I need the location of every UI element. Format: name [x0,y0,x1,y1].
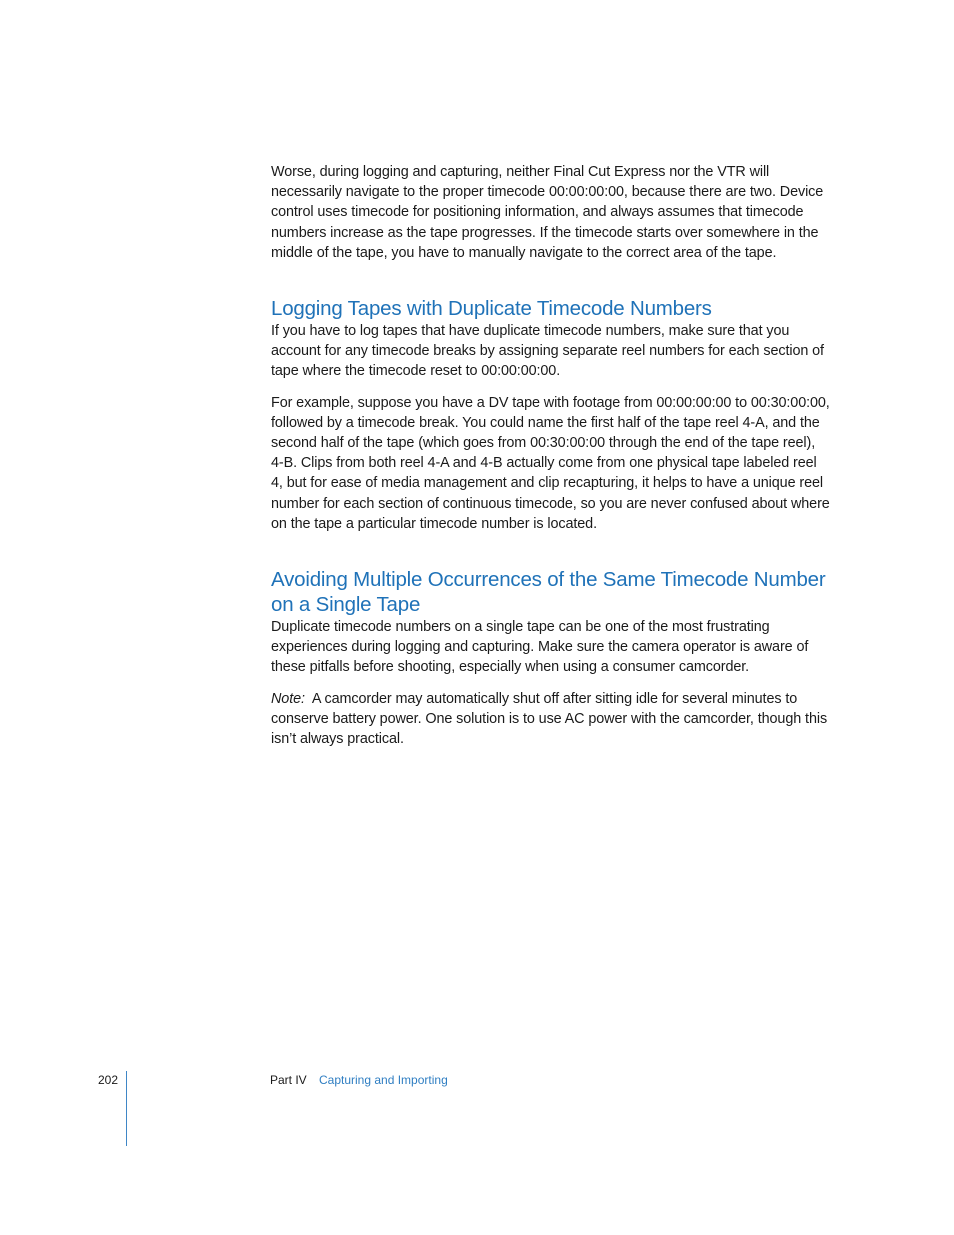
avoiding-paragraph-1: Duplicate timecode numbers on a single tape can be one of the most frustrating experiences during logging and capturing. Make sure the camera operator is aware of these pitfalls before shooting, especially when using a consumer camcorder. [271,619,809,676]
page-content [271,162,831,749]
footer-part-label: Part IV [270,1073,307,1087]
page-number: 202 [98,1073,119,1087]
note-text: A camcorder may automatically shut off after sitting idle for several minutes to conserve battery power. One solution is to use AC power with the camcorder, though this isn’t always practical. [271,690,828,748]
note-label: Note: [271,690,305,707]
section-heading-logging-tapes: Logging Tapes with Duplicate Timecode Numbers [271,297,712,321]
logging-paragraph-2: For example, suppose you have a DV tape with footage from 00:00:00:00 to 00:30:00:00, followed by a timecode break. You could name the first half of the tape reel 4-A, and the second half of the tape (which goes from 00:30:00:00 through the end of the tape reel), 4-B. Clips from both reel 4-A and 4-B actually come from one physical tape labeled reel 4, but for ease of media management and clip recapturing, it helps to have a unique reel number for each section of continuous timecode, so you are never confused about where on the tape a particular timecode number is located. [271,394,830,532]
footer-divider [126,1071,127,1146]
section-heading-avoiding-duplicates: Avoiding Multiple Occurrences of the Same Timecode Number on a Single Tape [271,568,826,617]
intro-paragraph: Worse, during logging and capturing, neither Final Cut Express nor the VTR will necessarily navigate to the proper timecode 00:00:00:00, because there are two. Device control uses timecode for positioning information, and always assumes that timecode numbers increase as the tape progresses. If the timecode starts over somewhere in the middle of the tape, you have to manually navigate to the correct area of the tape. [271,164,824,261]
note-paragraph [271,689,831,750]
logging-paragraph-1: If you have to log tapes that have duplicate timecode numbers, make sure that you account for any timecode breaks by assigning separate reel numbers for each section of tape where the timecode reset to 00:00:00:00. [271,323,824,380]
footer-chapter-link[interactable]: Capturing and Importing [319,1073,448,1087]
